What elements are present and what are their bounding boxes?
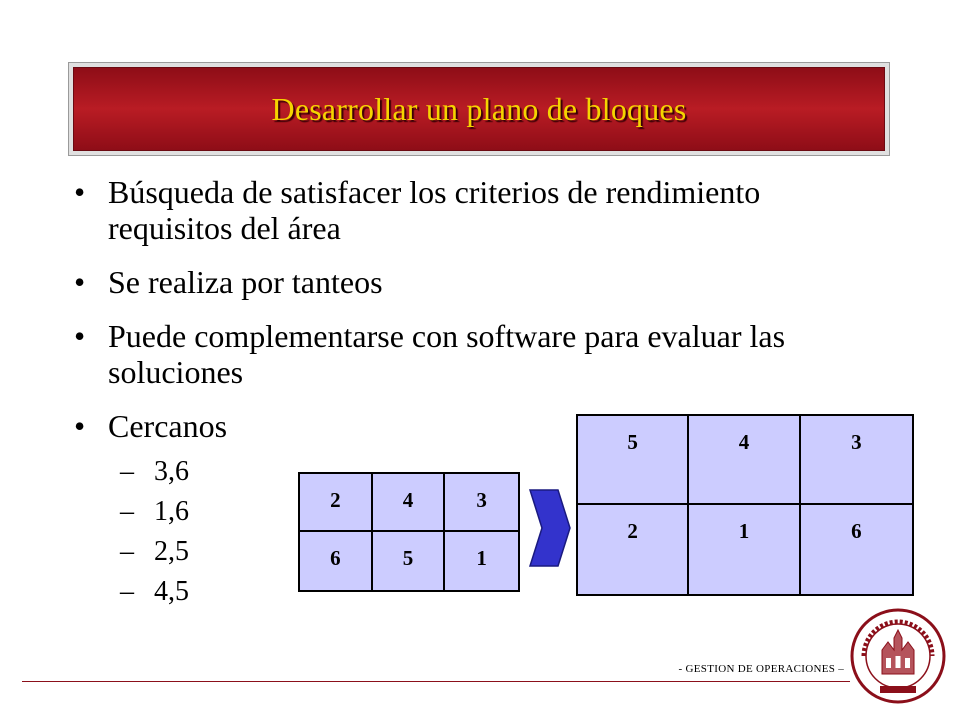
sub-bullet-marker: – <box>120 536 134 567</box>
block-plan-improved <box>576 414 914 596</box>
bullet-text: Cercanos <box>108 408 228 444</box>
block-cell: 3 <box>445 474 518 532</box>
sub-bullet-item <box>120 572 189 612</box>
block-cell: 4 <box>373 474 446 532</box>
block-cell: 6 <box>851 519 862 543</box>
title-frame <box>68 62 890 156</box>
bullet-marker: • <box>74 264 86 300</box>
sub-bullet-text: 2,5 <box>154 536 189 567</box>
sub-bullet-item <box>120 492 189 532</box>
bullet-marker: • <box>74 408 86 444</box>
chevron-right-icon <box>528 488 572 568</box>
sub-bullet-item <box>120 532 189 572</box>
sub-bullet-list <box>120 452 189 612</box>
block-cell: 1 <box>476 546 487 570</box>
block-cell: 4 <box>689 416 800 505</box>
footer-text: - GESTION DE OPERACIONES – <box>678 663 844 675</box>
block-cell: 2 <box>300 474 373 532</box>
slide-title: Desarrollar un plano de bloques <box>271 90 687 127</box>
block-cell: 3 <box>801 416 912 505</box>
bullet-item <box>74 318 874 390</box>
sub-bullet-marker: – <box>120 576 134 607</box>
bullet-item <box>74 174 874 246</box>
university-seal-logo <box>850 608 946 704</box>
bullet-text: Puede complementarse con software para evaluar las soluciones <box>108 318 786 390</box>
sub-bullet-item <box>120 452 189 492</box>
sub-bullet-text: 4,5 <box>154 576 189 607</box>
bullet-marker: • <box>74 318 86 354</box>
bullet-item <box>74 264 874 300</box>
bullet-text: Se realiza por tanteos <box>108 264 383 300</box>
sub-bullet-text: 3,6 <box>154 456 189 487</box>
block-cell: 1 <box>689 505 800 594</box>
title-band <box>73 67 885 151</box>
block-cell: 5 <box>373 532 446 590</box>
block-cell: 2 <box>578 505 689 594</box>
block-cell: 6 <box>300 532 373 590</box>
block-cell: 5 <box>578 416 689 505</box>
bullet-marker: • <box>74 174 86 210</box>
block-plan-initial <box>298 472 520 592</box>
sub-bullet-marker: – <box>120 496 134 527</box>
sub-bullet-text: 1,6 <box>154 496 189 527</box>
sub-bullet-marker: – <box>120 456 134 487</box>
footer-divider <box>22 681 850 682</box>
bullet-text: Búsqueda de satisfacer los criterios de rendimiento requisitos del área <box>108 174 761 246</box>
